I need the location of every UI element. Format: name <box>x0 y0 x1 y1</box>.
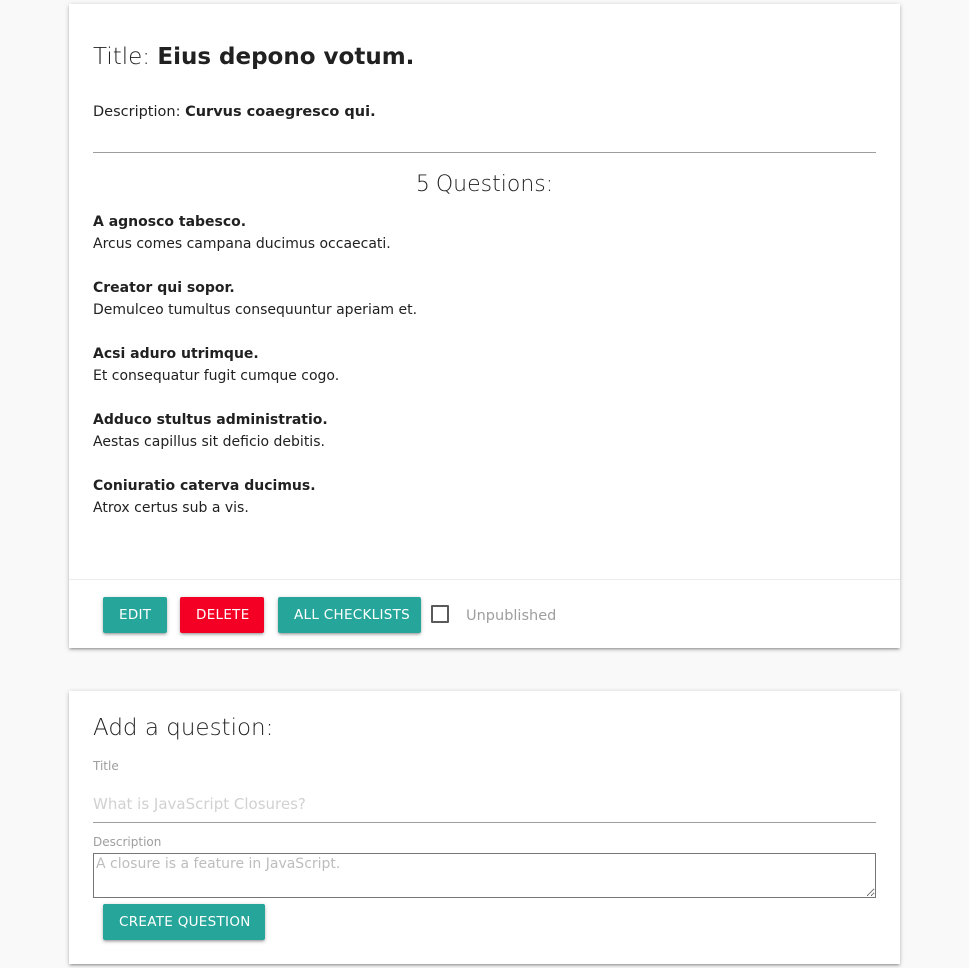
add-question-card <box>69 691 900 964</box>
description-prefix: Description: <box>93 104 181 120</box>
question-item <box>93 277 876 343</box>
checklist-title <box>93 44 414 70</box>
question-item <box>93 211 876 277</box>
question-description: Et consequatur fugit cumque cogo. <box>93 368 340 384</box>
question-description-textarea[interactable] <box>93 853 876 898</box>
card-actions <box>69 579 900 648</box>
unpublished-checkbox[interactable] <box>431 605 449 623</box>
description-field-label: Description <box>93 835 162 849</box>
description-value: Curvus coaegresco qui. <box>185 104 376 120</box>
question-title: Coniuratio caterva ducimus. <box>93 478 316 494</box>
question-description: Atrox certus sub a vis. <box>93 500 249 516</box>
delete-button[interactable]: DELETE <box>180 597 264 633</box>
unpublished-label[interactable]: Unpublished <box>466 608 557 624</box>
checklist-description <box>93 104 376 120</box>
question-item <box>93 475 876 541</box>
question-list <box>93 211 876 541</box>
title-prefix: Title: <box>93 44 151 70</box>
question-title-input[interactable] <box>93 785 876 823</box>
divider <box>93 152 876 153</box>
question-title: Adduco stultus administratio. <box>93 412 328 428</box>
question-title: A agnosco tabesco. <box>93 214 247 230</box>
edit-button[interactable]: EDIT <box>103 597 167 633</box>
questions-count: 5 <box>415 172 430 197</box>
question-description: Demulceo tumultus consequuntur aperiam et. <box>93 302 418 318</box>
question-item <box>93 409 876 475</box>
create-question-button[interactable]: CREATE QUESTION <box>103 904 265 940</box>
question-description: Arcus comes campana ducimus occaecati. <box>93 236 391 252</box>
title-value: Eius depono votum. <box>157 44 415 70</box>
questions-heading-label: Questions: <box>435 172 554 197</box>
question-title: Acsi aduro utrimque. <box>93 346 259 362</box>
title-field-label: Title <box>93 759 119 773</box>
question-description: Aestas capillus sit deficio debitis. <box>93 434 325 450</box>
question-title: Creator qui sopor. <box>93 280 235 296</box>
questions-heading <box>93 172 876 197</box>
checklist-card <box>69 4 900 648</box>
add-question-heading: Add a question: <box>93 715 274 741</box>
all-checklists-button[interactable]: ALL CHECKLISTS <box>278 597 421 633</box>
question-item <box>93 343 876 409</box>
